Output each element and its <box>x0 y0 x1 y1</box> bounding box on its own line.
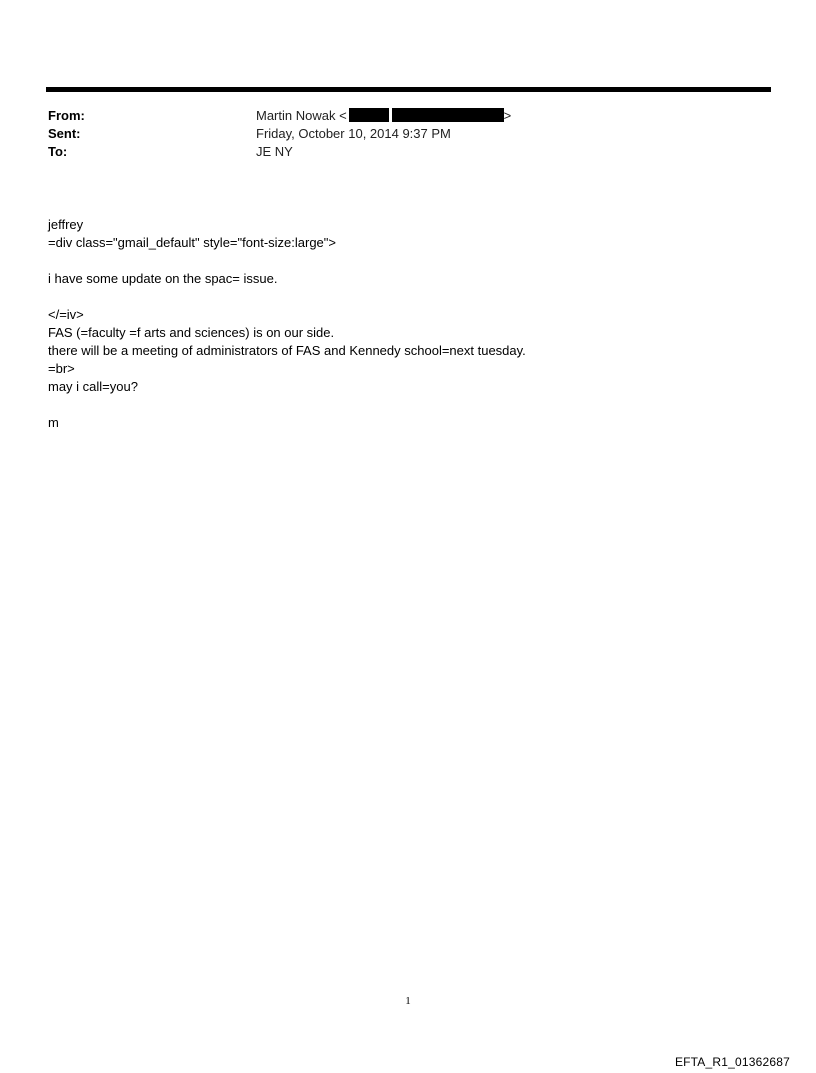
body-line: jeffrey <box>48 217 84 232</box>
sent-label: Sent: <box>48 126 81 141</box>
body-line <box>48 288 748 306</box>
sent-row <box>48 125 768 143</box>
document-id: EFTA_R1_01362687 <box>674 1055 790 1069</box>
body-line: =div class="gmail_default" style="font-size:large"> <box>48 235 336 250</box>
body-line <box>48 396 748 414</box>
to-label: To: <box>48 144 68 159</box>
body-line: i have some update on the spac= issue. <box>48 271 278 286</box>
sender-name: Martin Nowak < <box>256 108 347 123</box>
redaction-box <box>349 108 389 122</box>
from-value <box>256 107 511 125</box>
body-line: =br> <box>48 361 75 376</box>
header-divider <box>46 87 771 92</box>
redaction-box <box>392 108 504 122</box>
body-line: there will be a meeting of administrators of FAS and Kennedy school=next tuesday. <box>48 343 526 358</box>
email-close-bracket: > <box>503 108 512 123</box>
body-line: may i call=you? <box>48 379 138 394</box>
body-line: </=iv> <box>48 307 84 322</box>
to-value: JE NY <box>256 144 293 159</box>
to-row <box>48 143 768 161</box>
sent-value: Friday, October 10, 2014 9:37 PM <box>256 126 451 141</box>
body-line <box>48 252 748 270</box>
email-body <box>48 216 748 432</box>
page-number: 1 <box>405 995 411 1007</box>
body-line: m <box>48 415 59 430</box>
from-row <box>48 107 768 125</box>
body-line: FAS (=faculty =f arts and sciences) is on our side. <box>48 325 335 340</box>
from-label: From: <box>48 108 85 123</box>
